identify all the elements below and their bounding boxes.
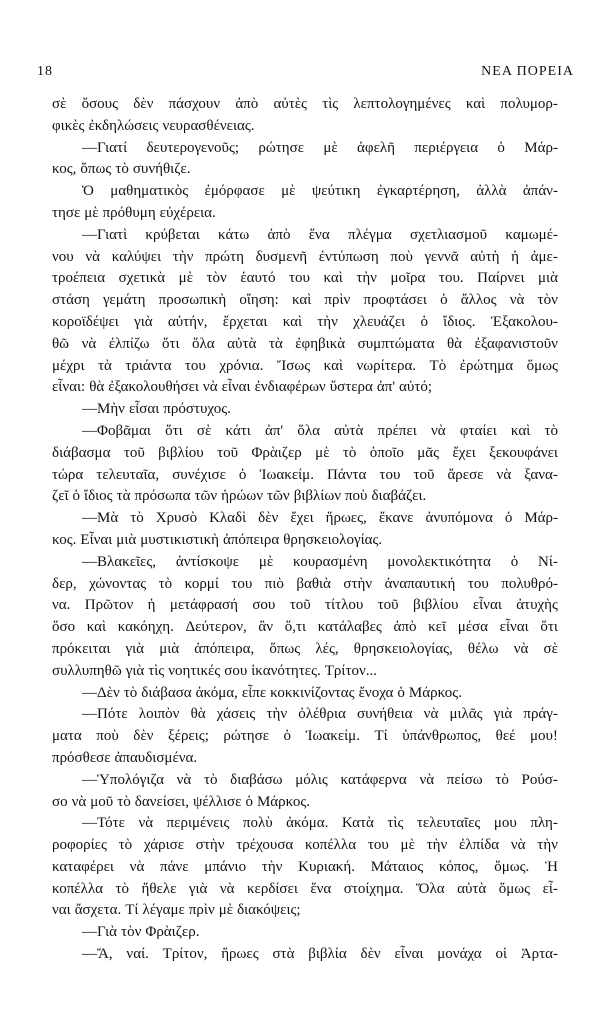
body-text [52, 94, 558, 966]
text-line: —Γιατὶ κρύβεται κάτω ἀπὸ ἕνα πλέγμα σχετλιασμοῦ καμωμέ- [82, 226, 558, 243]
text-line: —Φοβᾶμαι ὅτι σὲ κάτι ἀπ' ὅλα αὐτὰ πρέπει νὰ φταίει καὶ τὸ [82, 422, 558, 439]
text-line: κος. Εἶναι μιὰ μυστικιστικὴ ἀπόπειρα θρησκειολογίας. [52, 531, 383, 548]
text-line: φικὲς ἐκδηλώσεις νευρασθένειας. [52, 117, 255, 134]
text-line: σο νὰ μοῦ τὸ δανείσει, ψέλλισε ὁ Μάρκος. [52, 793, 311, 810]
text-line: —Ὑπολόγιζα νὰ τὸ διαβάσω μόλις κατάφερνα νὰ πείσω τὸ Ρούσ- [82, 771, 558, 788]
text-line: δερ, χώνοντας τὸ κορμί του πιὸ βαθιὰ στὴν ἀναπαυτική του πολυθρό- [52, 575, 558, 592]
text-line: —Δὲν τὸ διάβασα ἀκόμα, εἶπε κοκκινίζοντας ἔνοχα ὁ Μάρκος. [82, 684, 462, 701]
text-line: σὲ ὅσους δὲν πάσχουν ἀπὸ αὐτὲς τὶς λεπτολογημένες καὶ πολυμορ- [52, 96, 558, 112]
text-line: ναι ἄσχετα. Τί λέγαμε πρὶν μὲ διακόψεις; [52, 902, 301, 919]
text-line: νου νὰ καλύψει τὴν πρώτη δυσμενῆ ἐντύπωση ποὺ γεννᾶ αὐτὴ ἡ ἀμε- [52, 248, 558, 265]
page-header [37, 64, 574, 80]
text-line: —Μὰ τὸ Χρυσὸ Κλαδὶ δὲν ἔχει ἥρωες, ἔκανε ἀνυπόμονα ὁ Μάρ- [82, 510, 558, 527]
text-line: στάση γεμάτη προσωπικὴ οἴηση: καὶ πρὶν προφτάσει ὁ ἄλλος νὰ τὸν [52, 292, 558, 309]
text-line: θῶ νὰ ἐλπίζω ὅτι ὅλα αὐτὰ τὰ ἐφηβικὰ συμπτώματα θὰ ἐξαφανιστοῦν [52, 335, 558, 352]
text-line: τησε μὲ πρόθυμη εὐχέρεια. [52, 204, 216, 221]
text-line: διάβασμα τοῦ βιβλίου τοῦ Φρὰιζερ μὲ τὸ ὁποῖο μᾶς ἔχει ξεκουφάνει [52, 444, 558, 461]
text-line: —Βλακεῖες, ἀντίσκοψε μὲ κουρασμένη μονολεκτικότητα ὁ Νί- [82, 553, 558, 570]
text-line: Ὁ μαθηματικὸς ἐμόρφασε μὲ ψεύτικη ἐγκαρτέρηση, ἀλλὰ ἀπάν- [82, 183, 558, 200]
text-line: καταφέρει νὰ πάνε μπάνιο τὴν Κυριακή. Μάταιος κόπος, ὅμως. Ἡ [52, 858, 558, 875]
text-line: πρόκειται γιὰ μιὰ ἀπόπειρα, ὅπως λές, θρησκειολογίας, θέλω νὰ σὲ [52, 640, 558, 657]
text-line: —Τότε νὰ περιμένεις πολὺ ἀκόμα. Κατὰ τὶς τελευταῖες μου πλη- [82, 815, 558, 832]
text-line: τώρα τελευταῖα, συνέχισε ὁ Ἰωακείμ. Πάντα του τοῦ ἄρεσε νὰ ξανα- [52, 466, 558, 483]
text-line: —Γιὰ τὸν Φρὰιζερ. [82, 924, 200, 941]
text-line: ὅσο καὶ κακόηχη. Δεύτερον, ἂν ὅ,τι κατάλαβες ἀπὸ κεῖ μέσα εἶναι ὅτι [52, 619, 558, 636]
text-line: —Μὴν εἶσαι πρόστυχος. [82, 401, 231, 418]
text-line: —Πότε λοιπὸν θὰ χάσεις τὴν ὀλέθρια συνήθεια νὰ μιλᾶς γιὰ πράγ- [82, 706, 558, 723]
text-line: μέχρι τὰ τριάντα του χρόνια. Ἴσως καὶ νωρίτερα. Τὸ ἐρώτημα ὅμως [52, 357, 558, 374]
text-line: συλλυπηθῶ γιὰ τὶς νοητικές σου ἱκανότητες. Τρίτον... [52, 662, 378, 679]
text-line: ροφορίες τὸ χάρισε στὴν τρέχουσα κοπέλλα του μὲ τὴν ἐλπίδα νὰ τὴν [52, 837, 558, 854]
text-line: τροέπεια σχετικὰ μὲ τὸν ἑαυτό του καὶ τὴν μοῖρα του. Παίρνει μιὰ [52, 270, 558, 287]
text-line: κοπέλλα τὸ ἤθελε γιὰ νὰ κερδίσει ἕνα στοίχημα. Ὅλα αὐτὰ ὅμως εἶ- [52, 880, 558, 897]
text-line: κος, ὅπως τὸ συνήθιζε. [52, 161, 191, 178]
page-number: 18 [37, 64, 53, 79]
text-line: πρόσθεσε ἀπαυδισμένα. [52, 749, 198, 766]
text-line: ματα ποὺ δὲν ξέρεις; ρώτησε ὁ Ἰωακείμ. Τί ὑπάνθρωπος, θεέ μου! [52, 728, 558, 745]
text-line: εἶναι: θὰ ἐξακολουθήσει νὰ εἶναι ἐνδιαφέρων ὕστερα ἀπ' αὐτό; [52, 379, 433, 396]
running-head: ΝΕΑ ΠΟΡΕΙΑ [481, 64, 574, 79]
text-line: —Γιατί δευτερογενοῦς; ρώτησε μὲ ἀφελῆ περιέργεια ὁ Μάρ- [82, 139, 558, 156]
text-line: να. Πρῶτον ἡ μετάφρασή σου τοῦ τίτλου τοῦ βιβλίου εἶναι ἀτυχὴς [52, 597, 558, 614]
text-line: —Ἄ, ναί. Τρίτον, ἥρωες στὰ βιβλία δὲν εἶναι μονάχα οἱ Ἀρτα- [82, 946, 558, 963]
text-line: κοροϊδέψει γιὰ αὐτήν, ἔρχεται καὶ τὴν χλευάζει ὁ ἴδιος. Ἐξακολου- [52, 313, 558, 330]
text-line: ζεῖ ὁ ἴδιος τὰ πρόσωπα τῶν ἡρώων τῶν βιβλίων ποὺ διαβάζει. [52, 488, 427, 505]
